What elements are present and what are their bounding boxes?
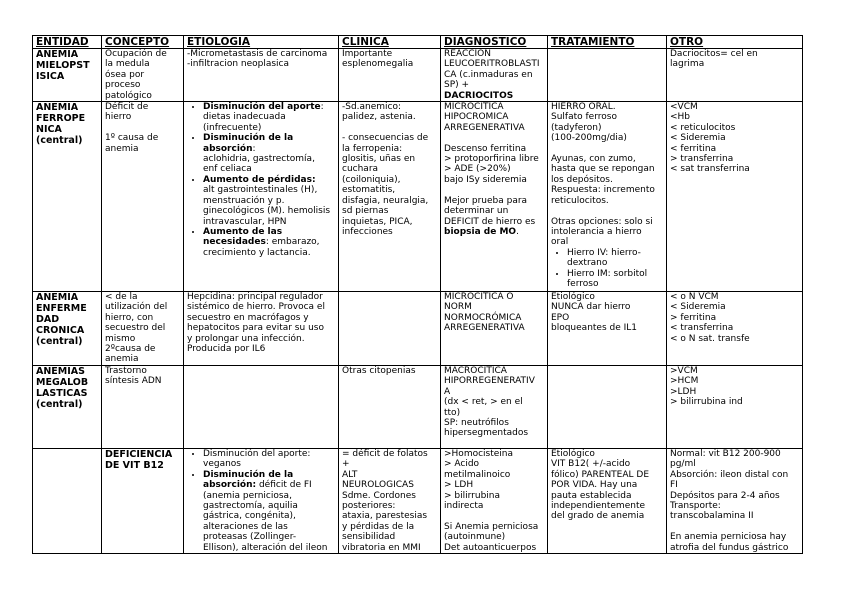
header-concepto: CONCEPTO: [102, 36, 184, 49]
list-item: • Aumento de pérdidas: alt gastrointestinales (H), menstruación y p. ginecológicos (M). hemolisis intravascular, HPN: [203, 175, 335, 227]
table-row: [33, 292, 803, 366]
cell-tratamiento: [548, 365, 667, 448]
cell-concepto: Déficit de hierro 1º causa de anemia: [102, 102, 184, 292]
etiologia-list: [187, 449, 335, 553]
list-item: • Hierro IM: sorbitol ferroso: [567, 269, 663, 290]
header-entidad: ENTIDAD: [33, 36, 102, 49]
cell-entidad: ANEMIAS MEGALOB LASTICAS (central): [33, 365, 102, 448]
cell-etiologia: [184, 102, 339, 292]
cell-entidad: [33, 448, 102, 553]
cell-diagnostico: MACROCITICA HIPORREGENERATIV A (dx < ret, > en el tto) SP: neutrófilos hipersegmentados: [441, 365, 548, 448]
cell-etiologia: [184, 365, 339, 448]
cell-tratamiento: Etiológico NUNCA dar hierro EPO bloqueantes de IL1: [548, 292, 667, 366]
list-item: • Disminución del aporte: veganos: [203, 449, 335, 470]
header-etiologia: ETIOLOGIA: [184, 36, 339, 49]
etiologia-list: [187, 102, 335, 258]
cell-clinica: [339, 292, 441, 366]
cell-otro: Dacriocitos= cel en lagrima: [667, 49, 803, 102]
cell-otro: < o N VCM < Sideremia > ferritina < transferrina < o N sat. transfe: [667, 292, 803, 366]
list-item: • Disminución del aporte: dietas inadecuada (infrecuente): [203, 102, 335, 133]
table-row: [33, 365, 803, 448]
list-item: • Disminución de la absorción: aclohidria, gastrectomía, enf celiaca: [203, 133, 335, 175]
cell-etiologia: [184, 448, 339, 553]
cell-concepto: DEFICIENCIA DE VIT B12: [102, 448, 184, 553]
cell-otro: >VCM >HCM >LDH > bilirrubina ind: [667, 365, 803, 448]
cell-concepto: < de la utilización del hierro, con secuestro del mismo 2ºcausa de anemia: [102, 292, 184, 366]
cell-diagnostico: >Homocisteina > Acido metilmalinoico > LDH > bilirrubina indirecta Si Anemia perniciosa (autoinmune) Det autoanticuerpos: [441, 448, 548, 553]
cell-clinica: -Sd.anemico: palidez, astenia. - consecuencias de la ferropenia: glositis, uñas en cuchara (coiloniquia), estomatitis, disfagia, neuralgia, sd piernas inquietas, PICA, infecciones: [339, 102, 441, 292]
cell-diagnostico: REACCION LEUCOERITROBLASTI CA (c.inmaduras en SP) + DACRIOCITOS: [441, 49, 548, 102]
cell-tratamiento: Etiológico VIT B12( +/-acido fólico) PARENTEAL DE POR VIDA. Hay una pauta establecida independientemente del grado de anemia: [548, 448, 667, 553]
cell-otro: Normal: vit B12 200-900 pg/ml Absorción: ileon distal con FI Depósitos para 2-4 años Transporte: transcobalamina II En anemia perniciosa hay atrofia del fundus gástrico: [667, 448, 803, 553]
tratamiento-list: [551, 248, 663, 290]
cell-diagnostico: MICROCITICA HIPOCROMICA ARREGENERATIVA Descenso ferritina > protoporfirina libre > ADE (>20%) bajo ISy sideremia Mejor prueba para determinar un DEFICIT de hierro es biopsia de MO.: [441, 102, 548, 292]
table-row: [33, 448, 803, 553]
header-diagnostico: DIAGNOSTICO: [441, 36, 548, 49]
table-row: [33, 102, 803, 292]
cell-clinica: = déficit de folatos + ALT NEUROLOGICAS Sdme. Cordones posteriores: ataxia, parestesias y pérdidas de la sensibilidad vibratoria en MMI: [339, 448, 441, 553]
cell-otro: <VCM <Hb < reticulocitos < Sideremia < ferritina > transferrina < sat transferrina: [667, 102, 803, 292]
header-tratamiento: TRATAMIENTO: [548, 36, 667, 49]
header-otro: OTRO: [667, 36, 803, 49]
cell-clinica: Importante esplenomegalia: [339, 49, 441, 102]
cell-concepto: Ocupación de la medula ósea por proceso patológico: [102, 49, 184, 102]
list-item: • Disminución de la absorción: déficit de FI (anemia perniciosa, gastrectomía, aquilia gástrica, congénita), alteraciones de las proteasas (Zollinger- Ellison), alteración del ileon: [203, 470, 335, 553]
cell-diagnostico: MICROCITICA O NORM NORMOCRÓMICA ARREGENERATIVA: [441, 292, 548, 366]
cell-etiologia: Hepcidina: principal regulador sistémico de hierro. Provoca el secuestro en macrófagos y hepatocitos para evitar su uso y prolongar una infección. Producida por IL6: [184, 292, 339, 366]
cell-concepto: Trastorno síntesis ADN: [102, 365, 184, 448]
table-row: [33, 49, 803, 102]
cell-tratamiento: HIERRO ORAL. Sulfato ferroso (tadyferon) (100-200mg/dia) Ayunas, con zumo, hasta que se repongan los depósitos. Respuesta: incremento reticulocitos. Otras opciones: solo si intolerancia a hierro oral • Hierro IV: hierro- dextrano • Hierro IM: sorbitol ferroso: [548, 102, 667, 292]
anemia-table: [32, 35, 803, 554]
cell-clinica: Otras citopenias: [339, 365, 441, 448]
header-clinica: CLINICA: [339, 36, 441, 49]
cell-entidad: ANEMIA ENFERME DAD CRONICA (central): [33, 292, 102, 366]
list-item: • Aumento de las necesidades: embarazo, crecimiento y lactancia.: [203, 227, 335, 258]
cell-entidad: ANEMIA FERROPE NICA (central): [33, 102, 102, 292]
cell-etiologia: -Micrometastasis de carcinoma -infiltracion neoplasica: [184, 49, 339, 102]
cell-entidad: ANEMIA MIELOPST ISICA: [33, 49, 102, 102]
cell-tratamiento: [548, 49, 667, 102]
header-row: [33, 36, 803, 49]
list-item: • Hierro IV: hierro- dextrano: [567, 248, 663, 269]
